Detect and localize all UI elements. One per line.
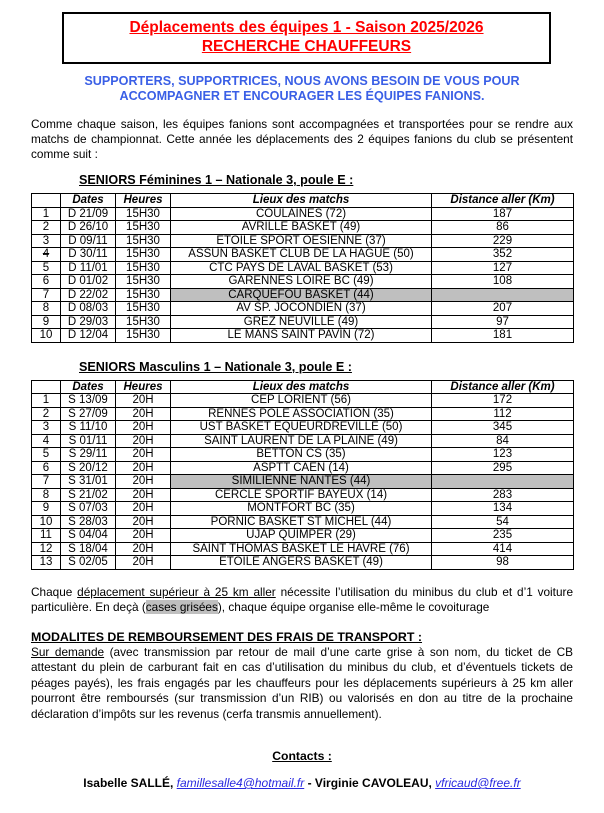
column-header: Dates (61, 194, 116, 208)
cell-distance: 97 (432, 315, 574, 329)
cell-distance: 123 (432, 448, 574, 462)
cell-distance: 108 (432, 275, 574, 289)
cell-time: 20H (116, 556, 171, 570)
cell-index: 7 (32, 475, 61, 489)
cell-index: 4 (32, 434, 61, 448)
cell-distance: 181 (432, 329, 574, 343)
cell-index: 2 (32, 407, 61, 421)
match-row (32, 394, 574, 408)
match-row (32, 502, 574, 516)
match-row (32, 329, 574, 343)
cell-time: 15H30 (116, 221, 171, 235)
cell-time: 20H (116, 529, 171, 543)
column-header (32, 380, 61, 394)
cell-time: 15H30 (116, 207, 171, 221)
column-header: Distance aller (Km) (432, 194, 574, 208)
contact-name-2: Virginie CAVOLEAU, (314, 776, 436, 790)
match-row (32, 515, 574, 529)
cell-date: S 20/12 (61, 461, 116, 475)
cell-venue: SAINT THOMAS BASKET LE HAVRE (76) (171, 542, 432, 556)
cell-date: S 13/09 (61, 394, 116, 408)
cell-distance: 187 (432, 207, 574, 221)
cell-venue: GARENNES LOIRE BC (49) (171, 275, 432, 289)
cell-venue: MONTFORT BC (35) (171, 502, 432, 516)
cell-time: 20H (116, 421, 171, 435)
cell-venue: ETOILE SPORT OESIENNE (37) (171, 234, 432, 248)
note-text: Chaque (31, 584, 78, 599)
document-title-line2: RECHERCHE CHAUFFEURS (201, 38, 412, 55)
cell-distance: 54 (432, 515, 574, 529)
cell-venue: COULAINES (72) (171, 207, 432, 221)
cell-time: 20H (116, 394, 171, 408)
cell-index: 8 (32, 488, 61, 502)
cell-time: 15H30 (116, 248, 171, 262)
cell-date: S 21/02 (61, 488, 116, 502)
cell-time: 20H (116, 407, 171, 421)
heading-seniors-feminines: SENIORS Féminines 1 – Nationale 3, poule E : (79, 173, 354, 187)
cell-time: 20H (116, 475, 171, 489)
note-underlined-segment: déplacement supérieur à 25 km aller (77, 584, 276, 599)
cell-distance: 134 (432, 502, 574, 516)
cell-index: 10 (32, 515, 61, 529)
match-row (32, 207, 574, 221)
cell-date: D 30/11 (61, 248, 116, 262)
cell-date: S 02/05 (61, 556, 116, 570)
cell-distance: 207 (432, 302, 574, 316)
reimbursement-paragraph (31, 645, 573, 723)
cell-distance: 229 (432, 234, 574, 248)
cell-date: S 01/11 (61, 434, 116, 448)
cell-venue: ASPTT CAEN (14) (171, 461, 432, 475)
cell-distance: 172 (432, 394, 574, 408)
cell-index: 4 (32, 248, 61, 262)
cell-date: D 11/01 (61, 261, 116, 275)
cell-time: 20H (116, 542, 171, 556)
cell-index: 3 (32, 421, 61, 435)
cell-venue: GREZ NEUVILLE (49) (171, 315, 432, 329)
cell-index: 6 (32, 275, 61, 289)
cell-index: 1 (32, 394, 61, 408)
cell-time: 15H30 (116, 234, 171, 248)
cell-date: S 27/09 (61, 407, 116, 421)
heading-modalites-remboursement: MODALITES DE REMBOURSEMENT DES FRAIS DE TRANSPORT : (31, 629, 423, 644)
cell-venue: RENNES POLE ASSOCIATION (35) (171, 407, 432, 421)
cell-date: S 31/01 (61, 475, 116, 489)
cell-venue: UST BASKET EQUEURDREVILLE (50) (171, 421, 432, 435)
contact-separator: - (304, 776, 315, 790)
cell-date: D 21/09 (61, 207, 116, 221)
cell-date: D 29/03 (61, 315, 116, 329)
match-row (32, 488, 574, 502)
column-header: Heures (116, 380, 171, 394)
cell-distance (432, 288, 574, 302)
intro-paragraph: Comme chaque saison, les équipes fanions sont accompagnées et transportées pour se rendre aux matchs de championnat. Cette année les déplacements des 2 équipes fanions du club se présentent comme suit : (31, 117, 573, 161)
match-row (32, 475, 574, 489)
contact-name-1: Isabelle SALLÉ, (83, 776, 177, 790)
cell-venue: ETOILE ANGERS BASKET (49) (171, 556, 432, 570)
cell-index: 10 (32, 329, 61, 343)
cell-time: 20H (116, 502, 171, 516)
match-row (32, 302, 574, 316)
cell-distance: 98 (432, 556, 574, 570)
match-row (32, 275, 574, 289)
cell-time: 20H (116, 434, 171, 448)
match-row (32, 448, 574, 462)
cell-venue: CTC PAYS DE LAVAL BASKET (53) (171, 261, 432, 275)
cell-date: S 04/04 (61, 529, 116, 543)
match-row (32, 434, 574, 448)
cell-time: 15H30 (116, 315, 171, 329)
match-row (32, 421, 574, 435)
cell-venue: BETTON CS (35) (171, 448, 432, 462)
match-row (32, 221, 574, 235)
cell-venue: CEP LORIENT (56) (171, 394, 432, 408)
match-row (32, 407, 574, 421)
cell-index: 8 (32, 302, 61, 316)
cell-venue: CARQUEFOU BASKET (44) (171, 288, 432, 302)
cell-distance: 112 (432, 407, 574, 421)
cell-index: 3 (32, 234, 61, 248)
cell-distance: 295 (432, 461, 574, 475)
cell-index: 7 (32, 288, 61, 302)
cell-distance (432, 475, 574, 489)
cell-venue: LE MANS SAINT PAVIN (72) (171, 329, 432, 343)
column-header: Dates (61, 380, 116, 394)
cell-time: 15H30 (116, 261, 171, 275)
match-row (32, 234, 574, 248)
cell-distance: 283 (432, 488, 574, 502)
column-header: Lieux des matchs (171, 194, 432, 208)
cell-index: 5 (32, 261, 61, 275)
column-header: Distance aller (Km) (432, 380, 574, 394)
cell-venue: UJAP QUIMPER (29) (171, 529, 432, 543)
cell-index: 6 (32, 461, 61, 475)
cell-index: 1 (32, 207, 61, 221)
column-header: Lieux des matchs (171, 380, 432, 394)
cell-distance: 84 (432, 434, 574, 448)
cell-time: 15H30 (116, 275, 171, 289)
contact-line (31, 776, 573, 790)
cell-venue: AV SP. JOCONDIEN (37) (171, 302, 432, 316)
header-row (32, 380, 574, 394)
document-title-line1: Déplacements des équipes 1 - Saison 2025/2026 (129, 19, 484, 36)
cell-venue: AVRILLÉ BASKET (49) (171, 221, 432, 235)
cell-venue: SIMILIENNE NANTES (44) (171, 475, 432, 489)
cell-venue: SAINT LAURENT DE LA PLAINE (49) (171, 434, 432, 448)
minibus-note (31, 585, 573, 616)
cell-index: 9 (32, 315, 61, 329)
cell-index: 5 (32, 448, 61, 462)
match-row (32, 248, 574, 262)
cell-index: 2 (32, 221, 61, 235)
match-row (32, 315, 574, 329)
match-row (32, 542, 574, 556)
cell-time: 15H30 (116, 329, 171, 343)
cell-venue: PORNIC BASKET ST MICHEL (44) (171, 515, 432, 529)
masculins-matches-table (31, 380, 574, 570)
supporters-appeal (31, 74, 573, 104)
cell-date: S 29/11 (61, 448, 116, 462)
cell-date: S 11/10 (61, 421, 116, 435)
cell-time: 20H (116, 461, 171, 475)
heading-seniors-masculins: SENIORS Masculins 1 – Nationale 3, poule E : (79, 359, 352, 374)
cell-time: 20H (116, 515, 171, 529)
column-header: Heures (116, 194, 171, 208)
match-row (32, 529, 574, 543)
note-grey-highlight: cases grisées (145, 600, 218, 614)
header-row (32, 194, 574, 208)
cell-date: S 07/03 (61, 502, 116, 516)
cell-distance: 127 (432, 261, 574, 275)
cell-date: D 09/11 (61, 234, 116, 248)
note-text: nécessite l’utilisation du minibus du club et d’1 voiture particulière. En deçà ( (31, 584, 573, 614)
note-text: ), chaque équipe organise elle-même le covoiturage (217, 600, 490, 614)
cell-date: D 12/04 (61, 329, 116, 343)
match-row (32, 261, 574, 275)
cell-date: S 28/03 (61, 515, 116, 529)
cell-time: 20H (116, 448, 171, 462)
feminines-matches-table (31, 193, 574, 343)
match-row (32, 556, 574, 570)
cell-distance: 235 (432, 529, 574, 543)
title-box (62, 12, 551, 64)
contacts-heading-label: Contacts : (272, 749, 332, 763)
cell-index: 9 (32, 502, 61, 516)
cell-distance: 352 (432, 248, 574, 262)
appeal-line1: SUPPORTERS, SUPPORTRICES, NOUS AVONS BESOIN DE VOUS POUR (84, 74, 520, 88)
reimbursement-text: (avec transmission par retour de mail d’une carte grise à son nom, du ticket de CB attestant du plein de carburant fait en cas d’utilisation du minibus du club, et d’éventuels tickets de péages payés), les frais engagés par les chauffeurs pour les déplacements supérieurs à 25 km aller pourront être remboursés (sur transmission d’un RIB) ou valorisés en don au titre de la prochaine déclaration d’impôts sur les revenus (cerfa transmis annuellement). (31, 644, 573, 721)
column-header (32, 194, 61, 208)
cell-date: D 01/02 (61, 275, 116, 289)
contact-email-link-2[interactable]: vfricaud@free.fr (435, 776, 521, 790)
appeal-line2: ACCOMPAGNER ET ENCOURAGER LES ÉQUIPES FANIONS. (119, 89, 485, 103)
cell-venue: CERCLE SPORTIF BAYEUX (14) (171, 488, 432, 502)
cell-date: D 22/02 (61, 288, 116, 302)
cell-date: D 08/03 (61, 302, 116, 316)
cell-distance: 86 (432, 221, 574, 235)
cell-time: 15H30 (116, 302, 171, 316)
cell-date: D 26/10 (61, 221, 116, 235)
cell-date: S 18/04 (61, 542, 116, 556)
cell-index: 13 (32, 556, 61, 570)
cell-time: 20H (116, 488, 171, 502)
cell-index: 12 (32, 542, 61, 556)
contacts-heading (31, 749, 573, 763)
cell-distance: 345 (432, 421, 574, 435)
match-row (32, 288, 574, 302)
cell-index: 11 (32, 529, 61, 543)
reimbursement-underlined-segment: Sur demande (31, 644, 105, 659)
contact-email-link-1[interactable]: famillesalle4@hotmail.fr (176, 776, 305, 790)
match-row (32, 461, 574, 475)
cell-distance: 414 (432, 542, 574, 556)
cell-venue: ASSUN BASKET CLUB DE LA HAGUE (50) (171, 248, 432, 262)
cell-time: 15H30 (116, 288, 171, 302)
